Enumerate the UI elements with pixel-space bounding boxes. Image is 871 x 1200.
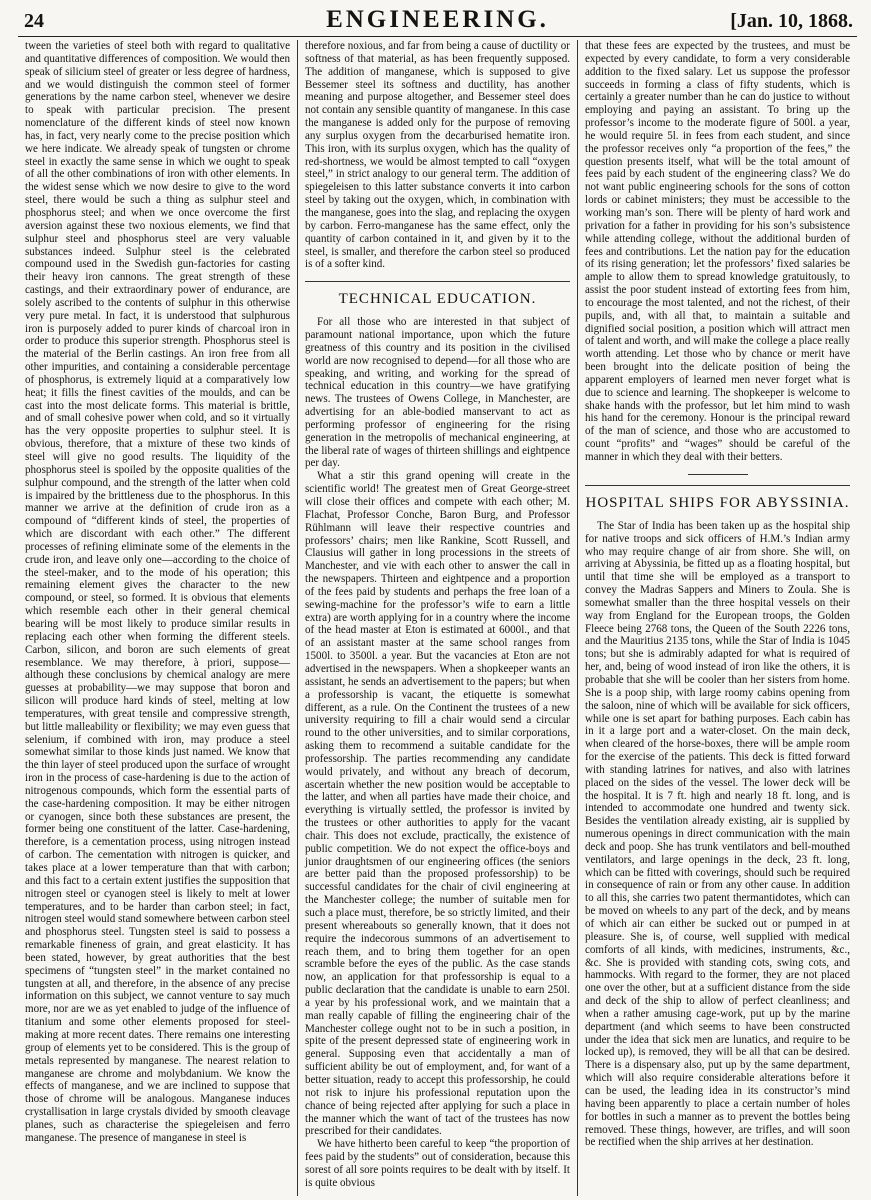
column-3 <box>577 40 857 1196</box>
article-paragraph: that these fees are expected by the trustees, and must be expected by every candidate, to form a very considerable addition to the fixed salary. Let us suppose the professor succeeds in forming a class of fifty students, which is certainly a greater number than he can do justice to without employing and paying an assistant. To bring up the professor’s income to the moderate figure of 500l. a year, he would require 5l. in fees from each student, and since the professor receives only “a proportion of the fees,” the question presents itself, what will be the total amount of fees paid by each student of the engineering class? We do not want public engineering schools for the sons of cotton lords or cabinet ministers; they must be accessible to the working man’s son. There will be plenty of hard work and privation for a father in providing for his son’s subsistence while attending college, without the additional burden of fees and contributions. Let the nation pay for the education of its rising generation; let the professors’ fixed salaries be ample to allow them to spread knowledge gratuitously, to assist the poor student instead of extorting fees from him, to encourage the most talented, and not the richest, of their pupils, and, with all that, to maintain a suitable and dignified social position, a position which will attract men of talent and worth, and will make the college a place really worth attending. Let those who by chance or merit have been brought into the delicate position of being the apparent employers of learned men never forget what is due to science and learning. The shopkeeper is welcome to shake hands with the professor, but let him mind to wash his hand for the ceremony. Honour is the principal reward of the man of science, and those who are accustomed to count “profits” and “wages” should be careful of the manner in which they deal with their betters. <box>585 40 850 463</box>
issue-date: [Jan. 10, 1868. <box>730 10 853 32</box>
section-title-technical-education: TECHNICAL EDUCATION. <box>305 281 570 308</box>
article-paragraph: The Star of India has been taken up as the hospital ship for native troops and sick officers of H.M.’s Indian army who may require change of air from shore. She will, on arriving at Abyssinia, be fitted up as a floating hospital, but until that time she will be employed as a transport to convey the Madras Sappers and Miners to Zoula. She is somewhat smaller than the three hospital vessels on their way from England for the European troops, the Golden Fleece being 2768 tons, the Queen of the South 2226 tons, and the Mauritius 2135 tons, while the Star of India is 1045 tons; but she is admirably adapted for what is required of her, and, being of wood instead of iron like the others, it is probable that she will be cooler than her sisters from home. She is a poop ship, with large roomy cabins opening from the saloon, nine of which will be available for sick officers, while one is set apart for bathing purposes. Each cabin has in it a large port and a water-closet. On the main deck, when cleared of the horse-boxes, there will be ample room for the exercise of the patients. This deck is fitted forward with standing latrines for natives, and also with latrines placed on the sides of the vessel. The lower deck will be the hospital. It is 7 ft. high and nearly 18 ft. long, and is intended to accommodate one hundred and twenty sick. Besides the ventilation already existing, air is supplied by numerous openings in direct communication with the main deck and poop. She has trunk ventilators and bell-mouthed ventilators, and large openings in the deck, 23 ft. long, which can be fitted with coverings, should such be required in consequence of rain or from any other cause. In addition to all this, she carries two patent thermantidotes, which can be moved on wheels to any part of the deck, and by means of which air can either be sucked out or pumped in at pleasure. She is, of course, well supplied with medical comforts of all kinds, with medicines, instruments, &c., &c. She is provided with standing cots, swing cots, and hammocks. With regard to the former, they are not placed one over the other, but at a sufficient distance from the side and deck of the ship to allow of perfect cleanliness; and when a rather amusing cage-work, put up by the marine department (and which seems to have been constructed under the idea that sick men are lunatics, and require to be locked up), is removed, they will be all that can be desired. There is a dispensary also, put up by the same department, which will also require considerable alterations before it can be used, the leading idea in its constructor’s mind having been apparently to place a certain number of holes for bottles in such a manner as to prevent the bottles being removed. These things, however, are trifles, and will soon be rectified when the ship arrives at her destination. <box>585 519 850 1149</box>
divider <box>688 474 748 475</box>
masthead <box>18 4 857 37</box>
page-number: 24 <box>24 10 44 32</box>
article-paragraph: tween the varieties of steel both with regard to qualitative and quantitative differences of composition. We would then speak of silicium steel of greater or less degree of hardness, and we would distinguish the common steel of former generations by the name carbon steel, whenever we desire to speak with particular precision. The present nomenclature of the different kinds of steel now known has, in fact, very nearly come to the precise position which we here indicate. We already speak of tungsten or chrome steel in exactly the same sense in which we ought to speak of all the other combinations of iron with other elements. In the widest sense which we now desire to give to the word steel, there would be such a thing as sulphur steel and phosphorus steel; and when we once overcome the first aversion against these two noxious elements, we find that sulphur steel and phosphorus steel are very valuable substances indeed. Sulphur steel is the celebrated compound used in the Swedish gun-factories for casting their heavy iron cannons. The great strength of these castings, and their extraordinary power of endurance, are solely ascribed to the contents of sulphur in this otherwise very pure metal. In fact, it is understood that sulphurous iron is purposely added to purer kinds of charcoal iron in order to produce this superior strength. Phosphorus steel is the material of the Berlin castings. An iron free from all other impurities, and containing a considerable percentage of phosphorus, is extremely liquid at a comparatively low heat; it fills the finest cavities of the moulds, and can be cast into the most delicate forms. This material is brittle, and of small cohesive power when cold, and so it virtually has the very opposite properties to sulphur steel. It is obvious, therefore, that a mixture of these two kinds of steel will give no good results. The liquidity of the phosphorus steel is spoiled by the opposite qualities of the sulphur compound, and the strength of the latter when cold is impaired by the brittleness due to the phosphorus. In this manner we arrive at the definition of crude iron as a compound of “different kinds of steel, the properties of which are discordant with each other.” The different processes of refining eliminate some of the elements in the crude iron, and leave only one—according to the choice of the steel-maker, and to the mode of his operation; this remaining element gives the character to the new compound, or steel, so formed. It is obvious that elements which resemble each other in their general chemical bearing will be most likely to produce similar results in replacing each other when forming the different steels. Carbon, silicon, and boron are such elements of great resemblance. We may therefore, à priori, suppose—although these conclusions by chemical analogy are mere guesses at probability—we may suppose that boron and silicon will produce hard kinds of steel, melting at low temperatures, with great tensile and compressive strength, but little malleability or flexibility; we may even guess that selenium, if combined with iron, may produce a steel somewhat similar to those kinds just named. We know that the thin layer of steel produced upon the surface of wrought iron in the process of case-hardening is due to the action of nitrogenous compounds, which form the essential parts of the case-hardening composition. It may be either nitrogen or cyanogen, since both these substances are present, the former being one constituent of the latter. Case-hardening, therefore, is a cementation process, using nitrogen instead of carbon. The cementation with nitrogen is quicker, and takes place at a lower temperature than that with carbon; and this fact to a certain extent justifies the supposition that nitrogen steel or cyanogen steel is likely to melt at lower temperatures, and to be harder than carbon steel; in fact, nitrogen steel would stand somewhere between carbon steel and phosphorus steel. Tungsten steel is said to possess a remarkable fineness of grain, and great elasticity. It has been stated, however, by great authorities that the best specimens of “tungsten steel” in the market contained no tungsten at all, and therefore, in the absence of any precise information on this subject, we cannot venture to say much more, nor are we as yet enabled to judge of the influence of titanium and some other elements proposed for steel-making at more recent dates. There remains one interesting group of elements yet to be considered. This is the group of metals represented by manganese. The nearest relation to manganese are chrome and molybdanium. We know the effects of manganese, and we are inclined to suppose that those of chrome will be analogous. Manganese induces crystallisation in large crystals divided by smooth cleavage planes, such as characterise the spiegeleisen and ferro manganese. The presence of manganese in steel is <box>25 40 290 1144</box>
article-paragraph: therefore noxious, and far from being a cause of ductility or softness of that material, as has been frequently supposed. The addition of manganese, which is supposed to give Bessemer steel its softness and ductility, has another meaning and purpose altogether, and Bessemer steel does not contain any sensible quantity of manganese. In this case the manganese is added only for the purpose of removing any surplus oxygen from the decarburised hematite iron. This iron, with its surplus oxygen, which has the quality of red-shortness, we would be almost tempted to call “oxygen steel,” in strict analogy to our general term. The addition of spiegeleisen to this latter substance converts it into carbon steel by taking out the oxygen, which, in combination with the manganese, goes into the slag, and replacing the oxygen by carbon. Ferro-manganese has the same effect, only the quantity of carbon contained in it, and given by it to the steel, is smaller, and therefore the carbon steel so produced is of a softer kind. <box>305 40 570 271</box>
column-1 <box>18 40 297 1196</box>
journal-title: ENGINEERING. <box>326 6 549 33</box>
article-paragraph: For all those who are interested in that subject of paramount national importance, upon which the future greatness of this country and its position in the civilised world are now recognised to depend—for all those who are speaking, and writing, and working for the spread of technical education in this country—we have gratifying news. The trustees of Owens College, in Manchester, are advertising for an able-bodied manservant to act as performing professor of engineering for the rising generation in the metropolis of mechanical engineering, at the liberal rate of wages of thirteen shillings and eightpence per day. <box>305 316 570 470</box>
column-2 <box>297 40 577 1196</box>
article-columns <box>18 40 857 1196</box>
article-paragraph: What a stir this grand opening will create in the scientific world! The greatest men of Great George-street will close their offices and compete with each other; M. Flachat, Professor Conche, Baron Burg, and Professor Rühlmann will leave their respective countries and professors’ chairs; men like Rankine, Scott Russell, and Clausius will gather in long processions in the streets of Manchester, and vie with each other to answer the call in the newspapers. Thirteen and eightpence and a proportion of the fees paid by students and perhaps the free loan of a sewing-machine for the professor’s wife to earn a little extra) are worth applying for in a country where the income of the head master at Eton is estimated at 6000l., and that of an assistant master at the same school ranges from 1500l. to 3500l. a year. But the vacancies at Eton are not advertised in the newspapers. When a shopkeeper wants an assistant, he sends an advertisement to the papers; but when a professorship is vacant, the etiquette is somewhat different, as a rule. On the Continent the trustees of a new university requiring to fill a chair would send a circular round to the other universities, and to similar corporations, asking them to recommend a suitable candidate for the professorship. The parties recommending any candidate would privately, and without any breach of decorum, ascertain whether the new position would be acceptable to the latter, and when all parties have made their choice, and everything is virtually settled, the professor is invited by the trustees or other authorities to apply for the vacant chair. This does not exclude, practically, the existence of public competition. We do not expect the office-boys and junior draughtsmen of our engineering offices (the seniors are better paid than the proposed professorship) to be successful candidates for the chair of civil engineering at the Manchester college; the number of suitable men for such a place must, therefore, be so strictly limited, and their present whereabouts so generally known, that it does not require the indecorous summons of an advertisement to reach them, and to bring them together for an open scramble before the eyes of the public. As the case stands now, an application for that professorship is equal to a public declaration that the candidate is unable to earn 250l. a year by his professional work, and we maintain that a man really capable of filling the engineering chair of the Manchester college ought not to be in such a position, in spite of the present depressed state of engineering work in general. Supposing even that accidentally a man of sufficient ability be out of employment, and, for want of a better situation, ready to accept this professorship, he could not risk to injure his professional reputation upon the chance of being rejected after applying for such a place in the manner which the want of tact of the trustees has now prescribed for their candidates. <box>305 470 570 1138</box>
article-paragraph: We have hitherto been careful to keep “the proportion of fees paid by the students” out of consideration, because this sorest of all sore points requires to be dealt with by itself. It is quite obvious <box>305 1138 570 1189</box>
section-title-hospital-ships: HOSPITAL SHIPS FOR ABYSSINIA. <box>585 485 850 512</box>
